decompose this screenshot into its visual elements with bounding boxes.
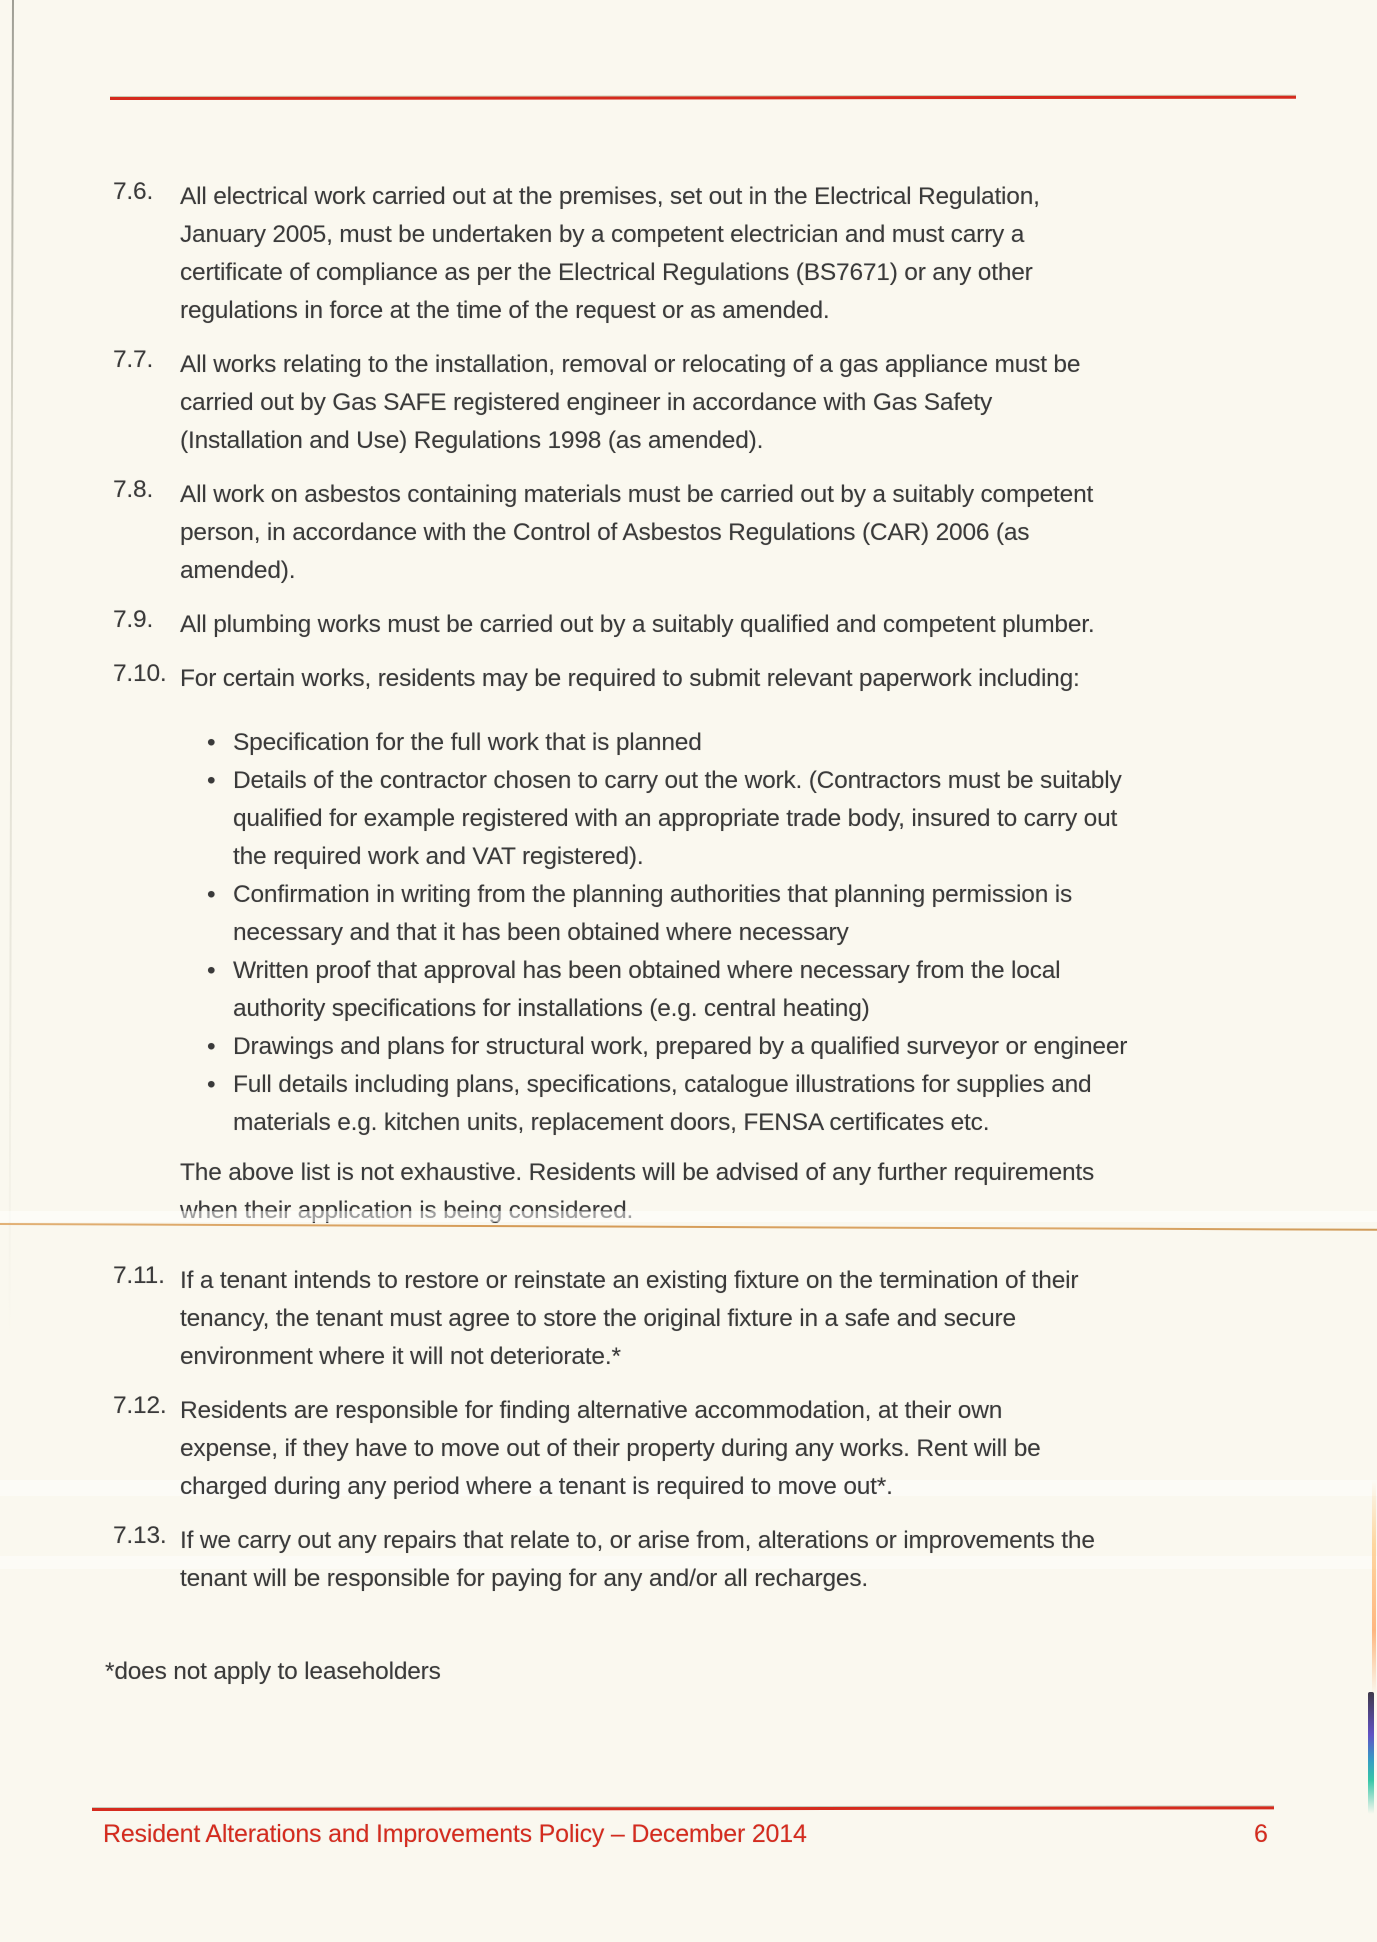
clause-number: 7.6. bbox=[113, 178, 154, 205]
clause-text bbox=[180, 1262, 1078, 1376]
clause-number: 7.7. bbox=[113, 346, 154, 373]
list-item bbox=[207, 952, 1127, 1028]
policy-clauses-upper bbox=[113, 178, 1127, 1230]
scan-edge-line-left bbox=[8, 0, 14, 1400]
text-line: All works relating to the installation, removal or relocating of a gas appliance must be bbox=[180, 351, 1081, 378]
bullet-text bbox=[233, 1028, 1127, 1066]
list-item bbox=[207, 762, 1127, 876]
clause-7.13 bbox=[113, 1522, 1095, 1598]
text-line: All work on asbestos containing materials must be carried out by a suitably competent bbox=[180, 481, 1094, 508]
policy-clauses-lower bbox=[105, 1262, 1095, 1691]
text-line: amended). bbox=[180, 557, 296, 584]
clause-text bbox=[180, 476, 1093, 590]
bullet-icon: • bbox=[207, 767, 216, 794]
text-line: regulations in force at the time of the request or as amended. bbox=[180, 297, 830, 324]
clause-text bbox=[180, 1522, 1095, 1598]
footnote bbox=[105, 1653, 1095, 1691]
clause-7.11 bbox=[113, 1262, 1095, 1376]
text-line: All electrical work carried out at the premises, set out in the Electrical Regulation, bbox=[180, 183, 1040, 210]
clause-text bbox=[180, 346, 1080, 460]
clause-text bbox=[180, 1392, 1041, 1506]
text-line: All plumbing works must be carried out by a suitably qualified and competent plumber. bbox=[180, 611, 1095, 638]
clause-number: 7.13. bbox=[113, 1522, 167, 1549]
bullet-icon: • bbox=[207, 1033, 216, 1060]
clause-number: 7.11. bbox=[113, 1262, 165, 1289]
text-line: environment where it will not deteriorate.* bbox=[180, 1343, 621, 1370]
text-line: If we carry out any repairs that relate to, or arise from, alterations or improvements the bbox=[180, 1527, 1095, 1554]
clause-number: 7.8. bbox=[113, 476, 154, 503]
text-line: necessary and that it has been obtained where necessary bbox=[233, 919, 849, 946]
page-number: 6 bbox=[1254, 1820, 1268, 1848]
text-line: carried out by Gas SAFE registered engineer in accordance with Gas Safety bbox=[180, 389, 993, 416]
list-item bbox=[207, 876, 1127, 952]
footer-red-rule bbox=[92, 1806, 1274, 1811]
scan-edge-strip-cool bbox=[1368, 1692, 1374, 1814]
clause-7.7 bbox=[113, 346, 1127, 460]
text-line: Written proof that approval has been obtained where necessary from the local bbox=[233, 957, 1061, 984]
text-line: expense, if they have to move out of their property during any works. Rent will be bbox=[180, 1435, 1041, 1462]
top-red-rule bbox=[110, 96, 1296, 100]
clause-7.10 bbox=[113, 660, 1127, 698]
text-line: Confirmation in writing from the planning authorities that planning permission is bbox=[233, 881, 1073, 908]
bullet-icon: • bbox=[207, 1071, 216, 1098]
bullet-icon: • bbox=[207, 957, 216, 984]
text-line: Details of the contractor chosen to carry out the work. (Contractors must be suitably bbox=[233, 767, 1122, 794]
bullet-list bbox=[207, 714, 1127, 1142]
divider-halo bbox=[0, 1211, 1377, 1222]
clause-text bbox=[180, 660, 1080, 698]
text-line: The above list is not exhaustive. Residents will be advised of any further requirements bbox=[180, 1159, 1095, 1186]
text-line: If a tenant intends to restore or reinstate an existing fixture on the termination of their bbox=[180, 1267, 1079, 1294]
list-item bbox=[207, 1066, 1127, 1142]
text-line: tenancy, the tenant must agree to store the original fixture in a safe and secure bbox=[180, 1305, 1016, 1332]
text-line: tenant will be responsible for paying for any and/or all recharges. bbox=[180, 1565, 868, 1592]
clause-7.6 bbox=[113, 178, 1127, 330]
clause-7.8 bbox=[113, 476, 1127, 590]
text-line: For certain works, residents may be required to submit relevant paperwork including: bbox=[180, 665, 1080, 692]
text-line: certificate of compliance as per the Electrical Regulations (BS7671) or any other bbox=[180, 259, 1033, 286]
text-line: Full details including plans, specifications, catalogue illustrations for supplies and bbox=[233, 1071, 1092, 1098]
text-line: Specification for the full work that is planned bbox=[233, 729, 702, 756]
clause-number: 7.12. bbox=[113, 1392, 167, 1419]
scan-edge-strip-warm bbox=[1372, 1480, 1376, 1695]
bullet-icon: • bbox=[207, 881, 216, 908]
bullet-text bbox=[233, 762, 1122, 876]
list-item bbox=[207, 1028, 1127, 1066]
text-line: Drawings and plans for structural work, prepared by a qualified surveyor or engineer bbox=[233, 1033, 1128, 1060]
text-line: materials e.g. kitchen units, replacement doors, FENSA certificates etc. bbox=[233, 1109, 990, 1136]
text-line: Residents are responsible for finding alternative accommodation, at their own bbox=[180, 1397, 1003, 1424]
text-line: January 2005, must be undertaken by a competent electrician and must carry a bbox=[180, 221, 1025, 248]
text-line: authority specifications for installations (e.g. central heating) bbox=[233, 995, 870, 1022]
footer-title: Resident Alterations and Improvements Policy – December 2014 bbox=[103, 1820, 807, 1848]
bullet-text bbox=[233, 952, 1060, 1028]
clause-text bbox=[180, 606, 1095, 644]
text-line: charged during any period where a tenant is required to move out*. bbox=[180, 1473, 893, 1500]
text-line: (Installation and Use) Regulations 1998 (as amended). bbox=[180, 427, 764, 454]
clause-7.12 bbox=[113, 1392, 1095, 1506]
clause-text bbox=[180, 178, 1040, 330]
bullet-text bbox=[233, 724, 702, 762]
clause-number: 7.10. bbox=[113, 660, 167, 687]
text-line: *does not apply to leaseholders bbox=[105, 1658, 441, 1685]
clause-number: 7.9. bbox=[113, 606, 154, 633]
bullet-icon: • bbox=[207, 729, 216, 756]
bullet-text bbox=[233, 876, 1072, 952]
text-line: qualified for example registered with an appropriate trade body, insured to carry out bbox=[233, 805, 1118, 832]
list-item bbox=[207, 724, 1127, 762]
clause-7.9 bbox=[113, 606, 1127, 644]
text-line: person, in accordance with the Control of Asbestos Regulations (CAR) 2006 (as bbox=[180, 519, 1030, 546]
bullet-text bbox=[233, 1066, 1091, 1142]
text-line: the required work and VAT registered). bbox=[233, 843, 644, 870]
